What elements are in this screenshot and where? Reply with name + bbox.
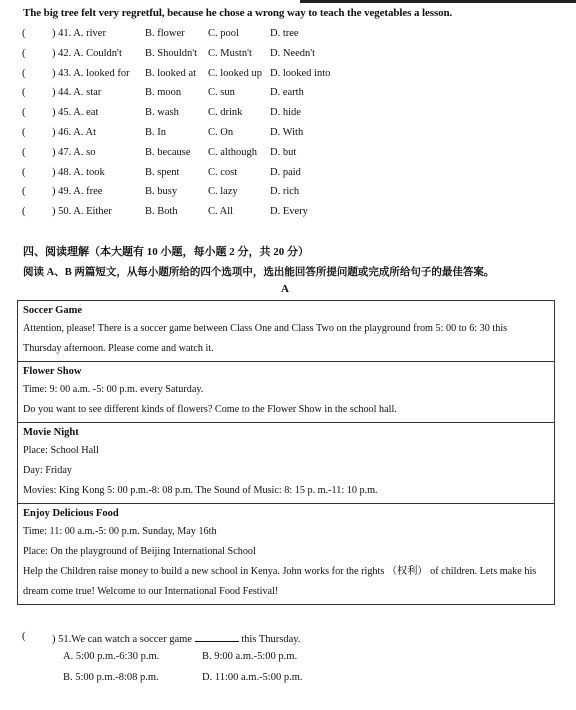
option-a: ) 46. A. At <box>52 126 97 138</box>
option-c: C. drink <box>208 107 243 119</box>
answer-paren: ( <box>22 47 26 59</box>
option-b: B. 9:00 a.m.-5:00 p.m. <box>202 651 298 662</box>
option-c: C. looked up <box>208 67 262 79</box>
answer-paren: ( <box>22 67 26 79</box>
notice-line: Do you want to see different kinds of flowers? Come to the Flower Show in the school hall. <box>23 404 397 415</box>
option-c: C. Mustn't <box>208 47 252 59</box>
option-d: D. earth <box>270 87 304 99</box>
option-b: B. flower <box>145 28 185 39</box>
option-a: ) 42. A. Couldn't <box>52 47 122 59</box>
notice-line: Time: 11: 00 a.m.-5: 00 p.m. Sunday, May 16th <box>23 526 217 537</box>
notice-line: Place: On the playground of Beijing International School <box>23 546 256 557</box>
option-d: D. tree <box>270 28 299 39</box>
option-d: D. paid <box>270 166 301 178</box>
section-instruction: 阅读 A、B 两篇短文，从每小题所给的四个选项中，选出能回答所提问题或完成所给句子的最佳答案。 <box>23 267 495 278</box>
notice-movie <box>17 422 555 503</box>
notice-line: Place: School Hall <box>23 445 99 456</box>
answer-paren: ( <box>22 166 26 178</box>
answer-paren: ( <box>22 631 26 642</box>
option-d: D. 11:00 a.m.-5:00 p.m. <box>202 672 303 683</box>
option-d: D. looked into <box>270 67 331 79</box>
option-d: D. rich <box>270 186 300 198</box>
notice-title: Movie Night <box>23 427 79 438</box>
choice-row <box>22 106 382 126</box>
answer-paren: ( <box>22 206 26 218</box>
choice-row <box>22 47 382 67</box>
notice-line: Movies: King Kong 5: 00 p.m.-8: 08 p.m. The Sound of Music: 8: 15 p. m.-11: 10 p.m. <box>23 485 378 496</box>
option-b: B. spent <box>145 166 180 178</box>
option-d: D. Every <box>270 206 308 218</box>
notice-soccer <box>17 300 555 361</box>
option-a: ) 49. A. free <box>52 186 103 198</box>
option-c: C. although <box>208 146 257 158</box>
notice-line: Day: Friday <box>23 465 72 476</box>
stem-text: ) 51.We can watch a soccer game <box>52 634 192 645</box>
top-rule <box>300 0 576 3</box>
part-label: A <box>281 283 289 295</box>
option-c: C. lazy <box>208 186 238 198</box>
choice-row <box>22 185 382 205</box>
question-51 <box>22 631 522 693</box>
option-d: D. With <box>270 126 304 138</box>
choice-row <box>22 27 382 47</box>
option-d: D. Needn't <box>270 47 316 59</box>
option-c: C. pool <box>208 28 239 39</box>
notice-title: Soccer Game <box>23 305 82 316</box>
option-a: ) 41. A. river <box>52 28 106 39</box>
notice-flower <box>17 361 555 422</box>
option-a: ) 45. A. eat <box>52 107 99 119</box>
option-a: A. 5:00 p.m.-6:30 p.m. <box>63 651 160 662</box>
option-a: ) 47. A. so <box>52 146 96 158</box>
notice-table <box>17 300 555 605</box>
choice-row <box>22 146 382 166</box>
option-b: B. wash <box>145 107 179 119</box>
option-c: C. All <box>208 206 234 218</box>
notice-paragraph: Help the Children raise money to build a new school in Kenya. John works for the rights （权利） of children. Lets make his dream come true! Welcome to our International Food Festival! <box>23 566 537 597</box>
option-c: C. On <box>208 126 234 138</box>
option-d: D. but <box>270 146 297 158</box>
choice-list <box>22 27 382 225</box>
answer-paren: ( <box>22 126 26 138</box>
option-b: B. Shouldn't <box>145 47 198 59</box>
choice-row <box>22 126 382 146</box>
option-a: ) 48. A. took <box>52 166 105 178</box>
stem-text: this Thursday. <box>241 634 301 645</box>
choice-row <box>22 86 382 106</box>
answer-paren: ( <box>22 186 26 198</box>
notice-line: Time: 9: 00 a.m. -5: 00 p.m. every Saturday. <box>23 384 204 395</box>
section-heading: 四、阅读理解（本大题有 10 小题，每小题 2 分，共 20 分） <box>23 246 309 258</box>
notice-title: Flower Show <box>23 366 82 377</box>
option-b: B. moon <box>145 87 182 99</box>
option-b: B. In <box>145 126 166 138</box>
notice-title: Enjoy Delicious Food <box>23 508 119 519</box>
notice-line: Thursday afternoon. Please come and watch it. <box>23 343 214 354</box>
notice-line: Attention, please! There is a soccer game between Class One and Class Two on the playground from 5: 00 to 6: 30 this <box>23 323 508 334</box>
choice-row <box>22 205 382 225</box>
question-stem <box>22 631 522 651</box>
answer-paren: ( <box>22 107 26 119</box>
notice-food <box>17 503 555 605</box>
answer-paren: ( <box>22 28 26 39</box>
option-b: B. Both <box>145 206 178 218</box>
option-a: ) 50. A. Either <box>52 206 112 218</box>
intro-line: The big tree felt very regretful, because he chose a wrong way to teach the vegetables a lesson. <box>23 7 453 19</box>
option-a: ) 44. A. star <box>52 87 102 99</box>
answer-blank <box>195 631 239 642</box>
option-a: ) 43. A. looked for <box>52 67 130 79</box>
option-c: B. 5:00 p.m.-8:08 p.m. <box>63 672 159 683</box>
choice-row <box>22 166 382 186</box>
option-d: D. hide <box>270 107 301 119</box>
option-c: C. cost <box>208 166 238 178</box>
option-b: B. because <box>145 146 191 158</box>
option-b: B. looked at <box>145 67 197 79</box>
answer-paren: ( <box>22 87 26 99</box>
option-b: B. busy <box>145 186 178 198</box>
choice-row <box>22 67 382 87</box>
answer-paren: ( <box>22 146 26 158</box>
option-c: C. sun <box>208 87 235 99</box>
